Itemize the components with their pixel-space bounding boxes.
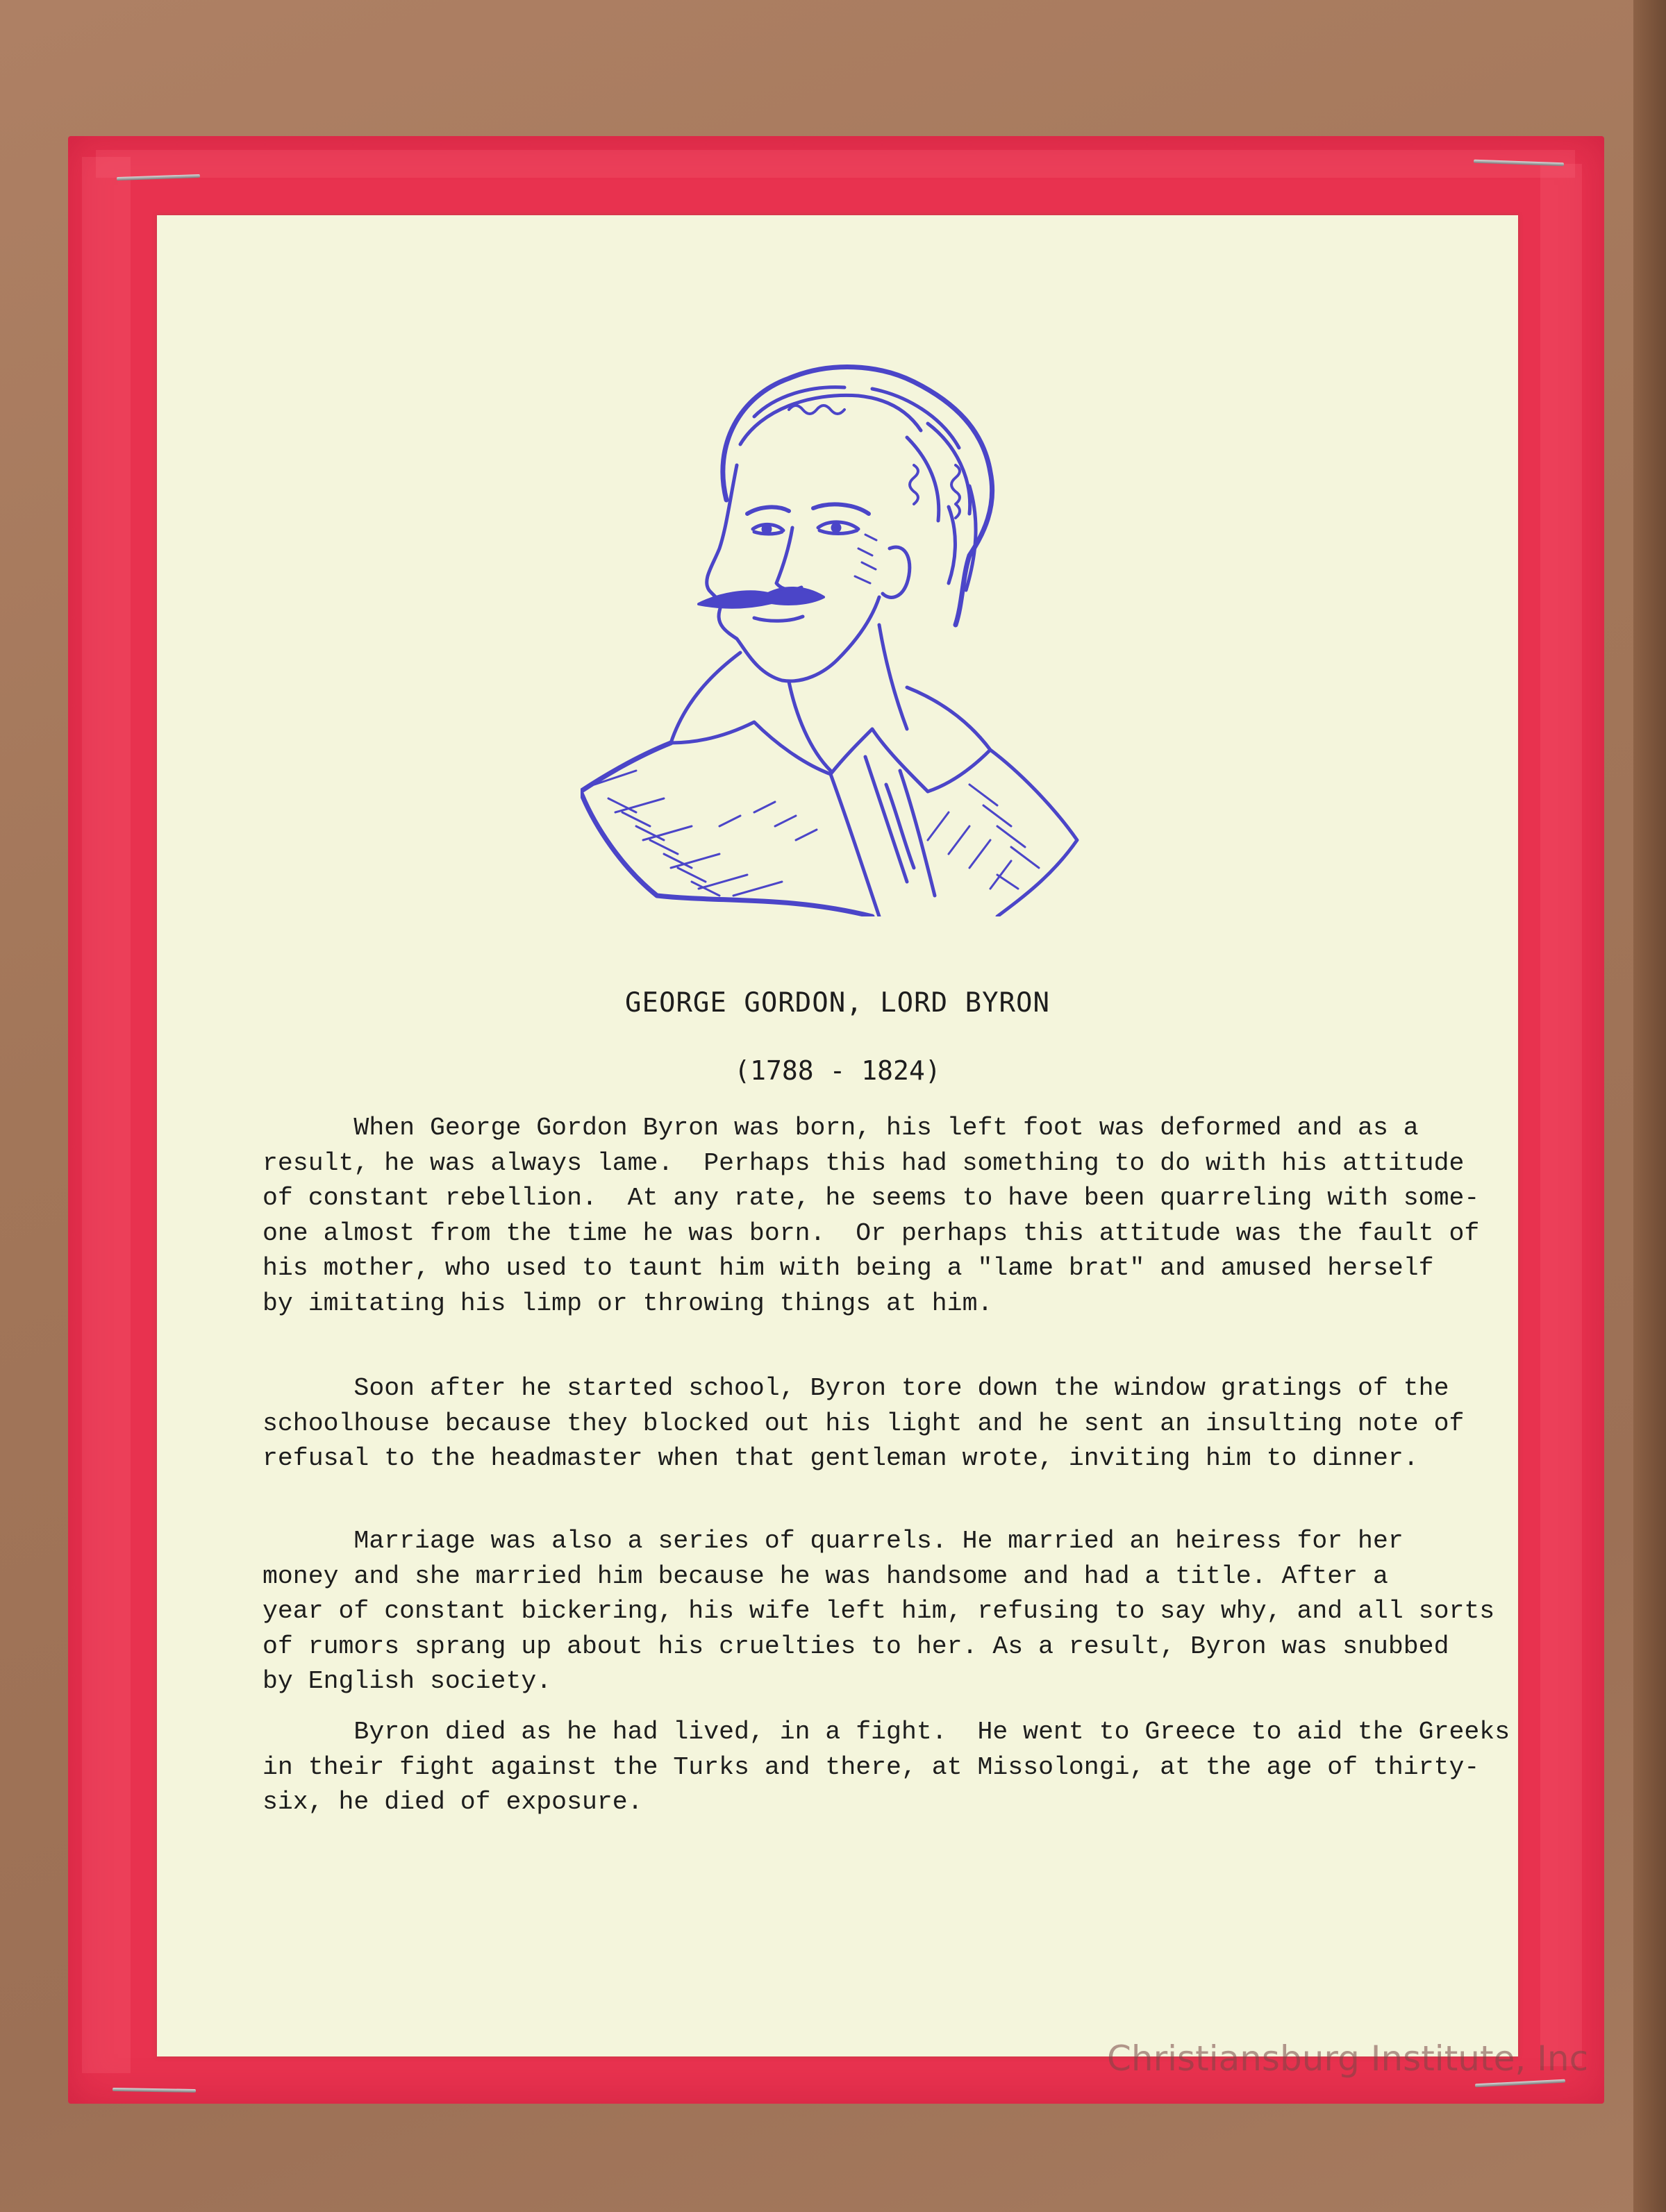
paragraph-line: by imitating his limp or throwing things at him.: [263, 1289, 993, 1318]
paragraph-line: schoolhouse because they blocked out his light and he sent an insulting note of: [263, 1409, 1465, 1438]
paragraph-marriage: [263, 1524, 1495, 1700]
paragraph-line: of rumors sprang up about his cruelties to her. As a result, Byron was snubbed: [263, 1632, 1449, 1661]
portrait-illustration: [581, 326, 1081, 916]
board-edge: [1633, 0, 1666, 2212]
paragraph-line: Byron died as he had lived, in a fight. He went to Greece to aid the Greeks: [263, 1718, 1510, 1746]
life-dates: (1788 - 1824): [734, 1055, 941, 1086]
paragraph-line: in their fight against the Turks and there, at Missolongi, at the age of thirty-: [263, 1752, 1480, 1782]
paragraph-line: one almost from the time he was born. Or perhaps this attitude was the fault of: [263, 1218, 1480, 1248]
paragraph-line: year of constant bickering, his wife left him, refusing to say why, and all sorts: [263, 1597, 1495, 1625]
paragraph-line: refusal to the headmaster when that gentleman wrote, inviting him to dinner.: [263, 1444, 1419, 1473]
paragraph-line: his mother, who used to taunt him with being a "lame brat" and amused herself: [263, 1254, 1434, 1282]
paragraph-line: of constant rebellion. At any rate, he seems to have been quarreling with some-: [263, 1184, 1480, 1212]
watermark-text: Christiansburg Institute, Inc: [1107, 2038, 1589, 2079]
paragraph-school: [263, 1371, 1465, 1477]
paragraph-line: Marriage was also a series of quarrels. He married an heiress for her: [263, 1527, 1403, 1555]
document-title: GEORGE GORDON, LORD BYRON: [625, 987, 1050, 1019]
paragraph-line: six, he died of exposure.: [263, 1788, 643, 1816]
paragraph-birth: [263, 1111, 1480, 1321]
paragraph-line: Soon after he started school, Byron tore down the window gratings of the: [263, 1374, 1449, 1402]
paragraph-line: When George Gordon Byron was born, his left foot was deformed and as a: [263, 1114, 1419, 1142]
paragraph-line: result, he was always lame. Perhaps this had something to do with his attitude: [263, 1148, 1465, 1178]
paragraph-line: money and she married him because he was handsome and had a title. After a: [263, 1561, 1388, 1591]
document-page: [157, 215, 1518, 2056]
paragraph-death: [263, 1715, 1510, 1820]
paragraph-line: by English society.: [263, 1667, 552, 1695]
